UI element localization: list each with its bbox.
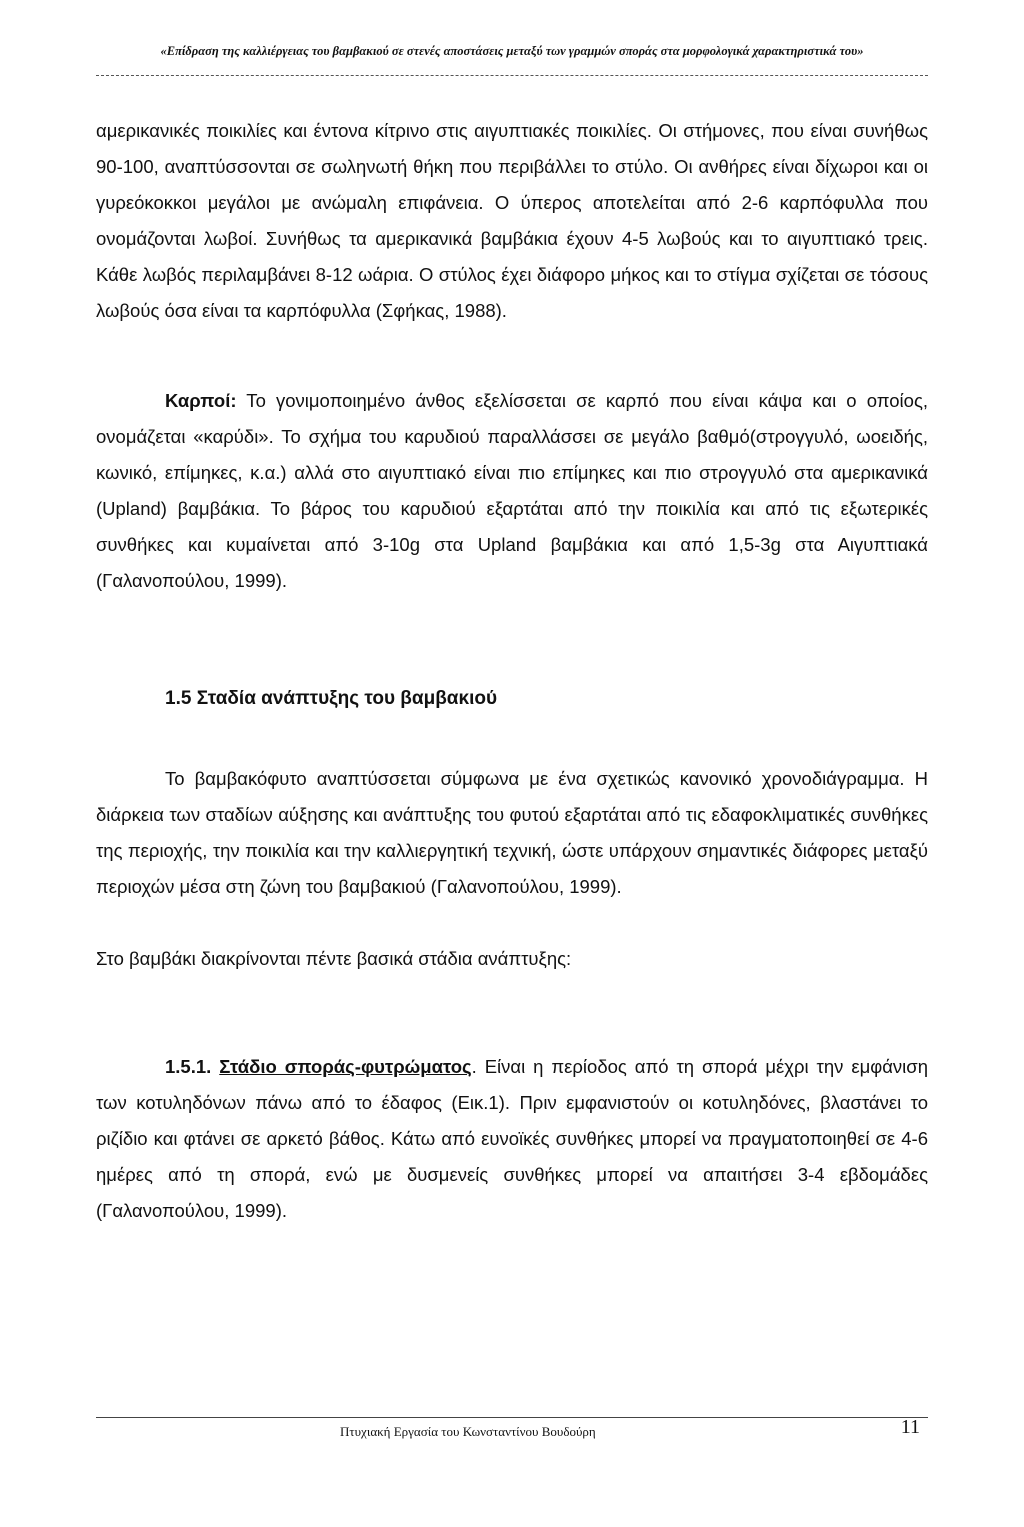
paragraph-fruits — [96, 383, 928, 599]
subsection-number: 1.5.1. — [165, 1056, 212, 1077]
subsection-title: Στάδιο σποράς-φυτρώματος — [219, 1056, 472, 1077]
paragraph-growth-schedule: Το βαμβακόφυτο αναπτύσσεται σύμφωνα με ένα σχετικώς κανονικό χρονοδιάγραμμα. Η διάρκεια των σταδίων αύξησης και ανάπτυξης του φυτού εξαρτάται από τις εδαφοκλιματικές συνθήκες της περιοχής, την ποικιλία και την καλλιεργητική τεχνική, ώστε υπάρχουν σημαντικές διάφορες μεταξύ περιοχών μέσα στη ζώνη του βαμβακιού (Γαλανοπούλου, 1999). — [96, 768, 928, 897]
paragraph-flower-description: αμερικανικές ποικιλίες και έντονα κίτρινο στις αιγυπτιακές ποικιλίες. Οι στήμονες, που είναι συνήθως 90-100, αναπτύσσονται σε σωληνωτή θήκη που περιβάλλει το στύλο. Οι ανθήρες είναι δίχωροι και οι γυρεόκοκκοι μεγάλοι με ανώμαλη επιφάνεια. Ο ύπερος αποτελείται από 2-6 καρπόφυλλα που ονομάζονται λωβοί. Συνήθως τα αμερικανικά βαμβάκια έχουν 4-5 λωβούς και το αιγυπτιακό τρεις. Κάθε λωβός περιλαμβάνει 8-12 ωάρια. Ο στύλος έχει διάφορο μήκος και το στίγμα σχίζεται σε τόσους λωβούς όσα είναι τα καρπόφυλλα (Σφήκας, 1988). — [96, 120, 928, 321]
paragraph-five-stages: Στο βαμβάκι διακρίνονται πέντε βασικά στάδια ανάπτυξης: — [96, 948, 572, 969]
sowing-stage-text: . Είναι η περίοδος από τη σπορά μέχρι την εμφάνιση των κοτυληδόνων πάνω από το έδαφος (Εικ.1). Πριν εμφανιστούν οι κοτυληδόνες, βλαστάνει το ριζίδιο και φτάνει σε αρκετό βάθος. Κάτω από ευνοϊκές συνθήκες μπορεί να πραγματοποιηθεί σε 4-6 ημέρες από τη σπορά, ενώ με δυσμενείς συνθήκες μπορεί να απαιτήσει 3-4 εβδομάδες (Γαλανοπούλου, 1999). — [96, 1056, 929, 1221]
footer-author: Πτυχιακή Εργασία του Κωνσταντίνου Βουδούρη — [340, 1424, 596, 1439]
fruits-label: Καρποί: — [165, 390, 237, 411]
page-number: 11 — [900, 1416, 920, 1438]
paragraph-sowing-stage — [96, 1049, 928, 1229]
footer-divider — [96, 1417, 928, 1418]
section-title: 1.5 Σταδία ανάπτυξης του βαμβακιού — [165, 688, 498, 709]
fruits-text: Το γονιμοποιημένο άνθος εξελίσσεται σε καρπό που είναι κάψα και ο οποίος, ονομάζεται «καρύδι». Το σχήμα του καρυδιού παραλλάσσει σε μεγάλο βαθμό(στρογγυλό, ωοειδής, κωνικό, επίμηκες, κ.α.) αλλά στο αιγυπτιακό είναι πιο επίμηκες και πιο στρογγυλό στα αμερικανικά (Upland) βαμβάκια. Το βάρος του καρυδιού εξαρτάται από την ποικιλία και από τις εξωτερικές συνθήκες και κυμαίνεται από 3-10g στα Upland βαμβάκια και από 1,5-3g στα Αιγυπτιακά (Γαλανοπούλου, 1999). — [96, 390, 928, 591]
running-header: «Επίδραση της καλλιέργειας του βαμβακιού σε στενές αποστάσεις μεταξύ των γραμμών σποράς στα μορφολογικά χαρακτηριστικά του» — [160, 44, 864, 58]
header-divider — [96, 75, 928, 76]
